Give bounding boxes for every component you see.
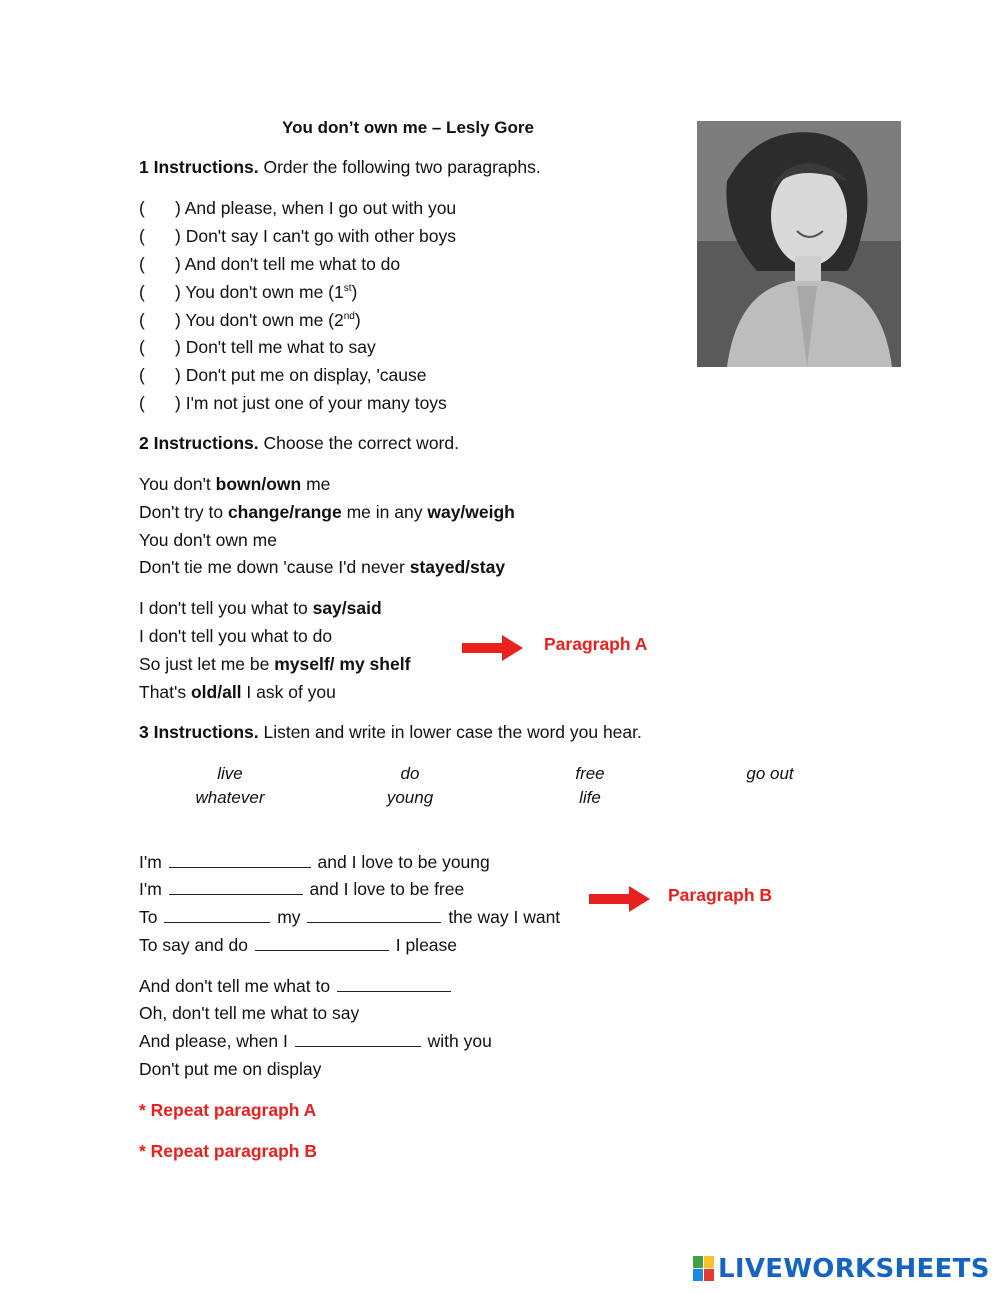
order-box-open[interactable]: ( xyxy=(139,254,145,274)
order-item xyxy=(139,198,456,219)
word-choice[interactable]: bown/own xyxy=(215,474,302,494)
choice-line: That's old/all I ask of you xyxy=(139,682,336,702)
answer-blank[interactable] xyxy=(307,908,441,923)
word-bank-item: life xyxy=(579,788,601,807)
liveworksheets-logo[interactable] xyxy=(693,1252,990,1286)
lyric-line: I don't tell you what to do xyxy=(139,626,333,646)
lyric-line: You don't own me xyxy=(139,530,277,550)
choice-line: Don't tie me down 'cause I'd never stayed/stay xyxy=(139,557,506,577)
order-box-close: ) xyxy=(175,337,181,357)
answer-blank[interactable] xyxy=(169,880,303,895)
order-item-text: And don't tell me what to do xyxy=(184,254,401,274)
order-box-close: ) xyxy=(175,226,181,246)
order-item-text: And please, when I go out with you xyxy=(184,198,457,218)
repeat-paragraph-a: * Repeat paragraph A xyxy=(139,1100,317,1120)
answer-blank[interactable] xyxy=(255,936,389,951)
order-box-open[interactable]: ( xyxy=(139,337,145,357)
choice-line: So just let me be myself/ my shelf xyxy=(139,654,411,674)
instruction-2-text: Choose the correct word. xyxy=(258,433,459,453)
logo-text: LIVEWORKSHEETS xyxy=(718,1254,990,1284)
order-box-close: ) xyxy=(175,254,181,274)
order-box-open[interactable]: ( xyxy=(139,282,145,302)
order-box-close: ) xyxy=(175,393,181,413)
order-item xyxy=(139,365,427,386)
word-bank-item: do xyxy=(400,764,420,783)
order-item-text: Don't tell me what to say xyxy=(185,337,376,357)
word-choice[interactable]: old/all xyxy=(190,682,242,702)
order-box-open[interactable]: ( xyxy=(139,198,145,218)
choice-line: I don't tell you what to say/said xyxy=(139,598,382,618)
gap-line: And don't tell me what to xyxy=(139,976,453,997)
word-bank-item: young xyxy=(386,788,434,807)
instruction-3 xyxy=(139,722,642,743)
order-box-open[interactable]: ( xyxy=(139,310,145,330)
order-box-open[interactable]: ( xyxy=(139,365,145,385)
instruction-1-label: 1 Instructions. xyxy=(139,157,259,177)
order-box-close: ) xyxy=(175,310,181,330)
gap-line: I'm and I love to be free xyxy=(139,879,465,899)
answer-blank[interactable] xyxy=(337,977,451,992)
word-choice[interactable]: myself/ my shelf xyxy=(274,654,411,674)
instruction-3-text: Listen and write in lower case the word you hear. xyxy=(258,722,642,742)
ordinal-suffix: st xyxy=(343,283,352,295)
order-item xyxy=(139,282,357,303)
instruction-1 xyxy=(139,157,541,178)
liveworksheets-mark-icon xyxy=(693,1256,715,1282)
order-item-text: Don't put me on display, 'cause xyxy=(185,365,427,385)
gap-line: And please, when I with you xyxy=(139,1031,492,1051)
order-box-close: ) xyxy=(175,198,181,218)
order-box-open[interactable]: ( xyxy=(139,393,145,413)
answer-blank[interactable] xyxy=(295,1032,421,1047)
order-item xyxy=(139,226,456,247)
word-choice[interactable]: stayed/stay xyxy=(409,557,506,577)
singer-photo xyxy=(697,121,901,367)
instruction-2-label: 2 Instructions. xyxy=(139,433,259,453)
paragraph-b-label: Paragraph B xyxy=(668,885,773,905)
word-bank-item: go out xyxy=(746,764,794,783)
portrait-illustration xyxy=(697,121,901,367)
order-item xyxy=(139,254,400,275)
gap-line: To my the way I want xyxy=(139,907,561,927)
arrow-right-icon xyxy=(589,885,651,913)
order-item xyxy=(139,310,361,331)
lyric-line: Don't put me on display xyxy=(139,1059,322,1079)
word-bank-item: live xyxy=(217,764,243,783)
gap-line: To say and do I please xyxy=(139,935,458,955)
worksheet-title: You don’t own me – Lesly Gore xyxy=(282,118,534,137)
instruction-2 xyxy=(139,433,459,454)
word-bank-item: free xyxy=(575,764,605,783)
order-box-close: ) xyxy=(175,282,181,302)
paragraph-a-label: Paragraph A xyxy=(544,634,648,654)
order-item-text: You don't own me (1 xyxy=(185,282,344,302)
word-choice[interactable]: change/range xyxy=(227,502,342,522)
instruction-1-text: Order the following two paragraphs. xyxy=(258,157,541,177)
order-item xyxy=(139,337,376,358)
ordinal-suffix: nd xyxy=(343,311,355,323)
choice-line: You don't bown/own me xyxy=(139,474,331,494)
answer-blank[interactable] xyxy=(169,853,311,868)
arrow-right-icon xyxy=(462,634,524,662)
order-item xyxy=(139,393,447,414)
repeat-paragraph-b: * Repeat paragraph B xyxy=(139,1141,317,1161)
answer-blank[interactable] xyxy=(164,908,270,923)
order-item-tail: ) xyxy=(354,310,361,330)
word-choice[interactable]: say/said xyxy=(312,598,382,618)
order-item-text: Don't say I can't go with other boys xyxy=(185,226,456,246)
choice-line: Don't try to change/range me in any way/weigh xyxy=(139,502,515,522)
order-item-tail: ) xyxy=(351,282,358,302)
instruction-3-label: 3 Instructions. xyxy=(139,722,259,742)
order-box-close: ) xyxy=(175,365,181,385)
lyric-line: Oh, don't tell me what to say xyxy=(139,1003,360,1023)
order-box-open[interactable]: ( xyxy=(139,226,145,246)
word-bank-item: whatever xyxy=(195,788,265,807)
word-choice[interactable]: way/weigh xyxy=(427,502,515,522)
gap-line: I'm and I love to be young xyxy=(139,852,490,872)
order-item-text: You don't own me (2 xyxy=(185,310,344,330)
order-item-text: I'm not just one of your many toys xyxy=(185,393,447,413)
